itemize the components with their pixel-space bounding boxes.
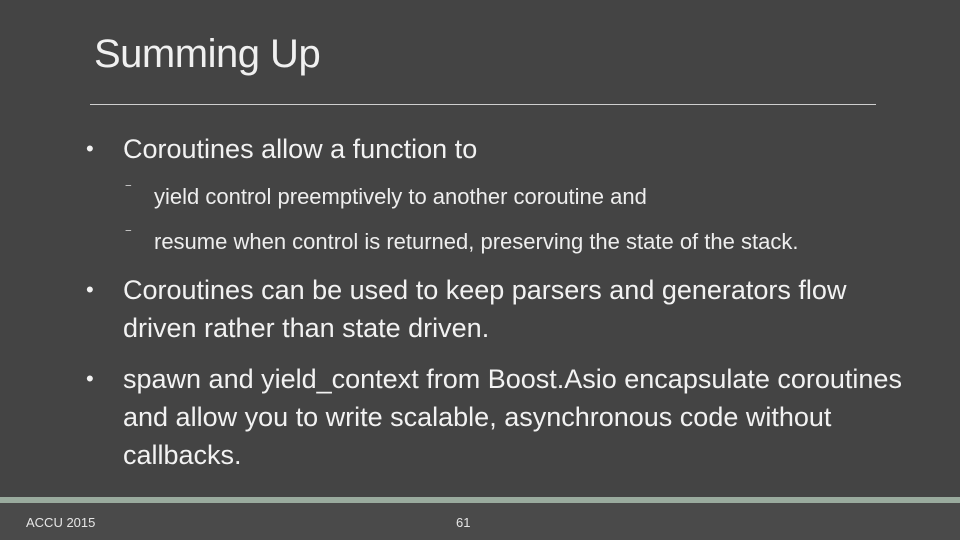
- bullet-text: Coroutines allow a function to: [123, 134, 478, 164]
- page-number: 61: [456, 515, 471, 530]
- sub-bullet-item: [126, 227, 926, 257]
- bullet-text: Coroutines can be used to keep parsers and generators flow driven rather than state driven.: [123, 275, 847, 343]
- sub-bullet-dash: ‾: [126, 183, 131, 199]
- bullet-text: spawn and yield_context from Boost.Asio encapsulate coroutines and allow you to write scalable, asynchronous code without callbacks.: [123, 364, 902, 470]
- bullet-dot: •: [86, 277, 94, 302]
- bullet-item: [86, 130, 906, 168]
- sub-bullet-text: resume when control is returned, preserving the state of the stack.: [154, 229, 799, 254]
- bullet-item: [86, 360, 906, 474]
- title-divider: [90, 104, 876, 105]
- footer-event-label: ACCU 2015: [26, 515, 96, 530]
- footer: [0, 503, 960, 540]
- slide-title: Summing Up: [94, 32, 321, 76]
- bullet-dot: •: [86, 366, 94, 391]
- sub-bullet-text: yield control preemptively to another coroutine and: [154, 184, 647, 209]
- bullet-dot: •: [86, 136, 94, 161]
- sub-bullet-item: [126, 182, 926, 212]
- bullet-item: [86, 271, 906, 347]
- sub-bullet-dash: ‾: [126, 228, 131, 244]
